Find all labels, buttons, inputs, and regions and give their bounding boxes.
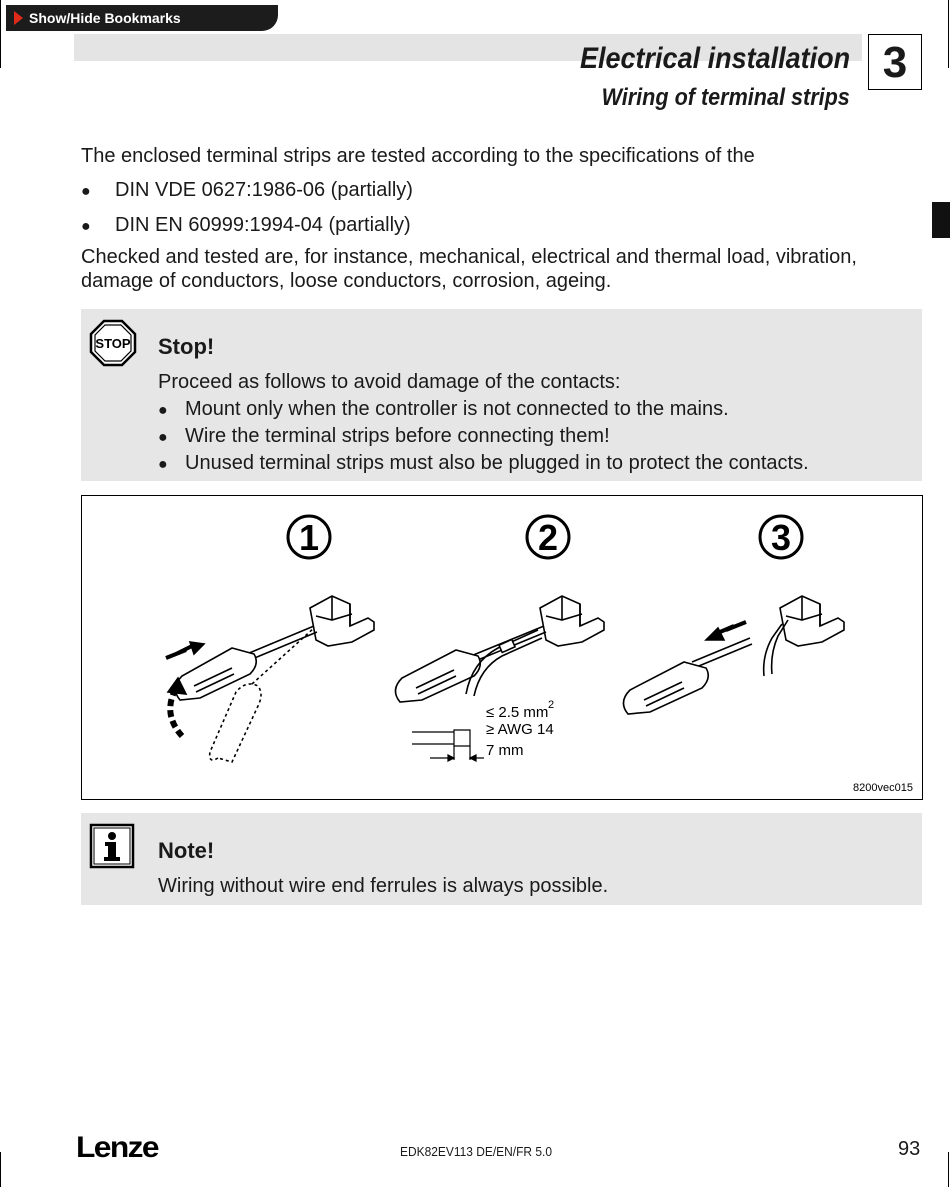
page-title: Electrical installation [579,42,850,75]
stop-title: Stop! [158,334,215,359]
list-item [158,423,168,451]
lenze-logo-text: Lenze [76,1131,159,1162]
stop-sign-label: STOP [95,336,131,351]
stop-item-2: Wire the terminal strips before connecting them! [185,425,610,447]
intro-lead: The enclosed terminal strips are tested according to the specifications of the [81,145,755,167]
crop-mark [0,0,1,68]
chapter-number: 3 [868,34,922,90]
checked-text-line-1: Checked and tested are, for instance, mechanical, electrical and thermal load, vibration, [81,246,857,268]
stop-item-3: Unused terminal strips must also be plugged in to protect the contacts. [185,452,809,474]
step-3-screwdriver-icon [623,596,844,714]
note-notice-box [81,813,922,905]
bullet-icon: ● [81,218,91,235]
step-label: 1 [298,517,320,558]
stop-item-1: Mount only when the controller is not connected to the mains. [185,398,729,420]
spec-awg: ≥ AWG 14 [486,721,554,738]
triangle-right-icon [14,11,23,25]
note-title: Note! [158,838,215,863]
stop-intro: Proceed as follows to avoid damage of the contacts: [158,371,621,393]
bullet-icon: ● [158,402,168,419]
checked-text-line-2: damage of conductors, loose conductors, corrosion, ageing. [81,270,612,292]
show-hide-bookmarks-button[interactable] [6,5,278,31]
step-marker-3 [760,516,802,558]
page-number: 93 [898,1138,921,1160]
step-label: 2 [537,517,559,558]
step-marker-2 [527,516,569,558]
bullet-icon: ● [158,456,168,473]
info-note-icon [89,823,135,869]
wiring-illustration [82,496,922,799]
bullet-icon: ● [81,183,91,200]
crop-mark [948,1152,949,1187]
page-subtitle: Wiring of terminal strips [601,84,850,111]
stop-sign-icon [89,319,137,367]
standard-item-2: DIN EN 60999:1994-04 (partially) [115,214,411,236]
list-item [81,213,91,239]
list-item [81,178,91,204]
bullet-icon: ● [158,429,168,446]
spec-exponent: 2 [548,699,555,711]
lenze-logo [76,1130,162,1162]
document-id: EDK82EV113 DE/EN/FR 5.0 [400,1144,553,1159]
note-text: Wiring without wire end ferrules is always possible. [158,875,609,897]
stop-notice-box [81,309,922,481]
wiring-figure [81,495,923,800]
step-1-screwdriver-icon [166,596,374,762]
spec-cross-section: ≤ 2.5 mm [486,704,549,721]
step-2-screwdriver-icon [395,596,604,702]
crop-mark [0,1152,1,1187]
show-hide-bookmarks-label: Show/Hide Bookmarks [29,10,181,26]
list-item [158,396,168,424]
chapter-thumb-tab [932,202,950,238]
figure-id: 8200vec015 [853,782,913,794]
wire-strip-dimension-diagram [412,730,484,761]
spec-strip-length: 7 mm [486,742,524,759]
list-item [158,450,168,478]
step-marker-1 [288,516,330,558]
standard-item-1: DIN VDE 0627:1986-06 (partially) [115,179,413,201]
crop-mark [948,0,949,68]
step-label: 3 [770,517,792,558]
